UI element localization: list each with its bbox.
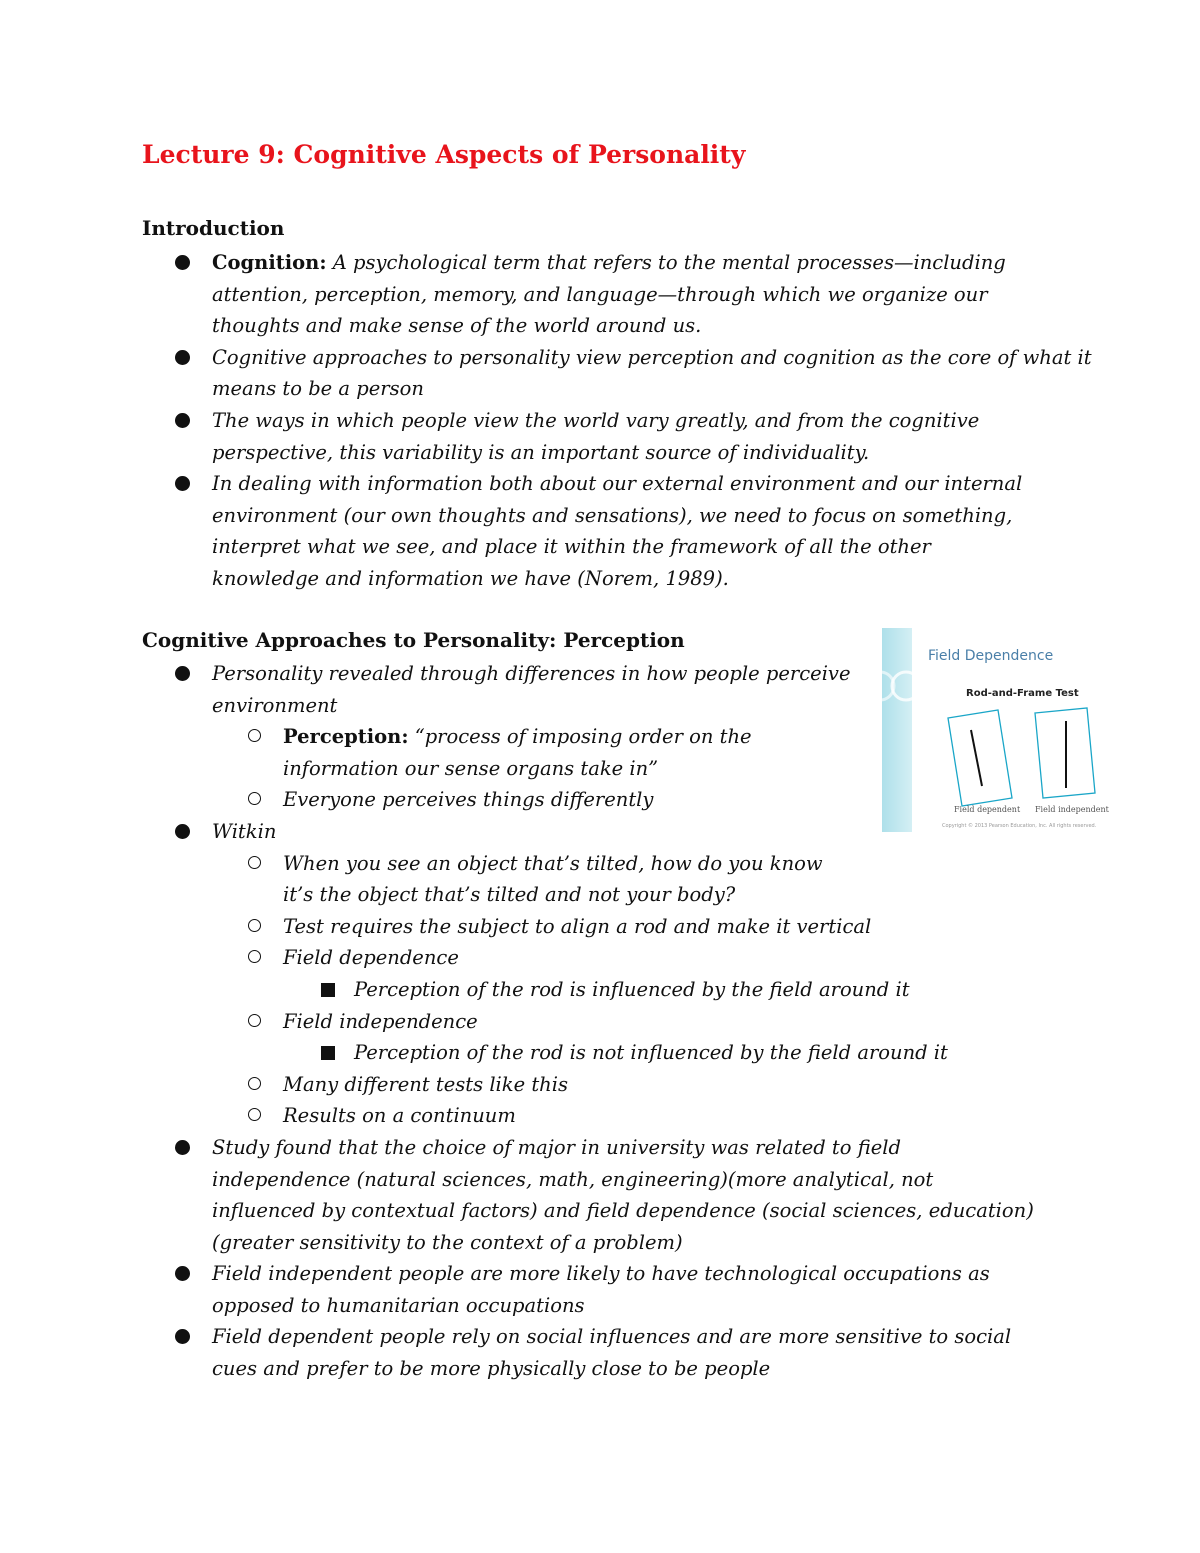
list-item <box>0 1100 1072 1132</box>
heading-perception: Cognitive Approaches to Personality: Perception <box>142 628 685 652</box>
list-item <box>0 1006 1072 1038</box>
circle-bullet-icon <box>248 950 261 963</box>
list-item <box>0 247 1092 342</box>
list-item-text: Study found that the choice of major in university was related to field independence (natural sciences, math, engineering)(more analytical, not influenced by contextual factors) and field dependence (social sciences, education)(greater sensitivity to the context of a problem) <box>212 1135 1034 1254</box>
list-item <box>0 1258 1072 1321</box>
circle-bullet-icon <box>248 729 261 742</box>
square-bullet-icon <box>321 1046 335 1060</box>
disc-bullet-icon <box>175 1266 190 1281</box>
disc-bullet-icon <box>175 255 190 270</box>
list-item-text: The ways in which people view the world vary greatly, and from the cognitive perspective, this variability is an important source of individuality. <box>212 408 980 464</box>
list-item-text: Field dependence <box>283 946 459 970</box>
circle-bullet-icon <box>248 792 261 805</box>
cognition-definition: A psychological term that refers to the mental processes—including attention, perception, memory, and language—through which we organize our thoughts and make sense of the world around us. <box>212 251 1006 338</box>
disc-bullet-icon <box>175 350 190 365</box>
disc-bullet-icon <box>175 413 190 428</box>
term-perception: Perception: <box>283 725 409 749</box>
figure-copyright: Copyright © 2013 Pearson Education, Inc. All rights reserved. <box>942 823 1097 829</box>
list-item-text: Witkin <box>212 819 277 843</box>
list-item-text: In dealing with information both about our external environment and our internal environment (our own thoughts and sensations), we need to focus on something, interpret what we see, and place it within the framework of all the other knowledge and information we have (Norem, 1989). <box>212 472 1023 590</box>
list-item <box>0 468 1092 594</box>
list-item <box>0 848 1072 911</box>
introduction-list <box>0 247 1092 595</box>
list-item-text: Many different tests like this <box>283 1072 568 1096</box>
figure-title: Field Dependence <box>928 648 1054 664</box>
label-field-independent: Field independent <box>1035 805 1109 814</box>
circle-bullet-icon <box>248 856 261 869</box>
list-item-text: Field independent people are more likely to have technological occupations as opposed to humanitarian occupations <box>212 1262 990 1317</box>
list-item <box>0 911 1072 943</box>
circle-bullet-icon <box>248 1108 261 1121</box>
list-item-text: Perception of the rod is not influenced by the field around it <box>354 1041 948 1065</box>
circle-bullet-icon <box>248 1014 261 1027</box>
perception-definition: “process of imposing order on the information our sense organs take in” <box>283 725 752 780</box>
list-item-text: Perception of the rod is influenced by the field around it <box>354 977 910 1001</box>
list-item <box>0 974 1072 1006</box>
figure-subtitle: Rod-and-Frame Test <box>966 688 1079 699</box>
disc-bullet-icon <box>175 824 190 839</box>
list-item-text: Everyone perceives things differently <box>283 788 654 812</box>
term-cognition: Cognition: <box>212 251 327 274</box>
disc-bullet-icon <box>175 1140 190 1155</box>
list-item <box>0 1069 1072 1101</box>
list-item <box>0 1132 1072 1258</box>
rod-left <box>971 730 982 786</box>
list-item-text: Field independence <box>283 1009 478 1033</box>
rod-and-frame-figure <box>882 628 1150 832</box>
list-item-text: Cognitive approaches to personality view perception and cognition as the core of what it means to be a person <box>212 345 1092 401</box>
square-bullet-icon <box>321 983 335 997</box>
heading-introduction: Introduction <box>142 216 285 240</box>
list-item <box>0 942 1072 974</box>
list-item-text: Personality revealed through differences in how people perceive environment <box>212 662 851 717</box>
list-item <box>0 1321 1072 1384</box>
disc-bullet-icon <box>175 1329 190 1344</box>
slide-decoration <box>892 672 920 700</box>
label-field-dependent: Field dependent <box>954 805 1021 814</box>
list-item-text: Test requires the subject to align a rod and make it vertical <box>283 914 872 938</box>
list-item-text: Field dependent people rely on social influences and are more sensitive to social cues and prefer to be more physically close to be people <box>212 1325 1012 1381</box>
list-item-text: When you see an object that’s tilted, how do you know it’s the object that’s tilted and not your body? <box>283 851 823 907</box>
list-item-text: Results on a continuum <box>283 1104 516 1128</box>
disc-bullet-icon <box>175 666 190 681</box>
list-item <box>0 342 1092 405</box>
circle-bullet-icon <box>248 919 261 932</box>
list-item <box>0 405 1092 468</box>
frame-left <box>948 710 1012 806</box>
disc-bullet-icon <box>175 476 190 491</box>
circle-bullet-icon <box>248 1077 261 1090</box>
page-title: Lecture 9: Cognitive Aspects of Personality <box>142 140 746 169</box>
list-item <box>0 1037 1072 1069</box>
